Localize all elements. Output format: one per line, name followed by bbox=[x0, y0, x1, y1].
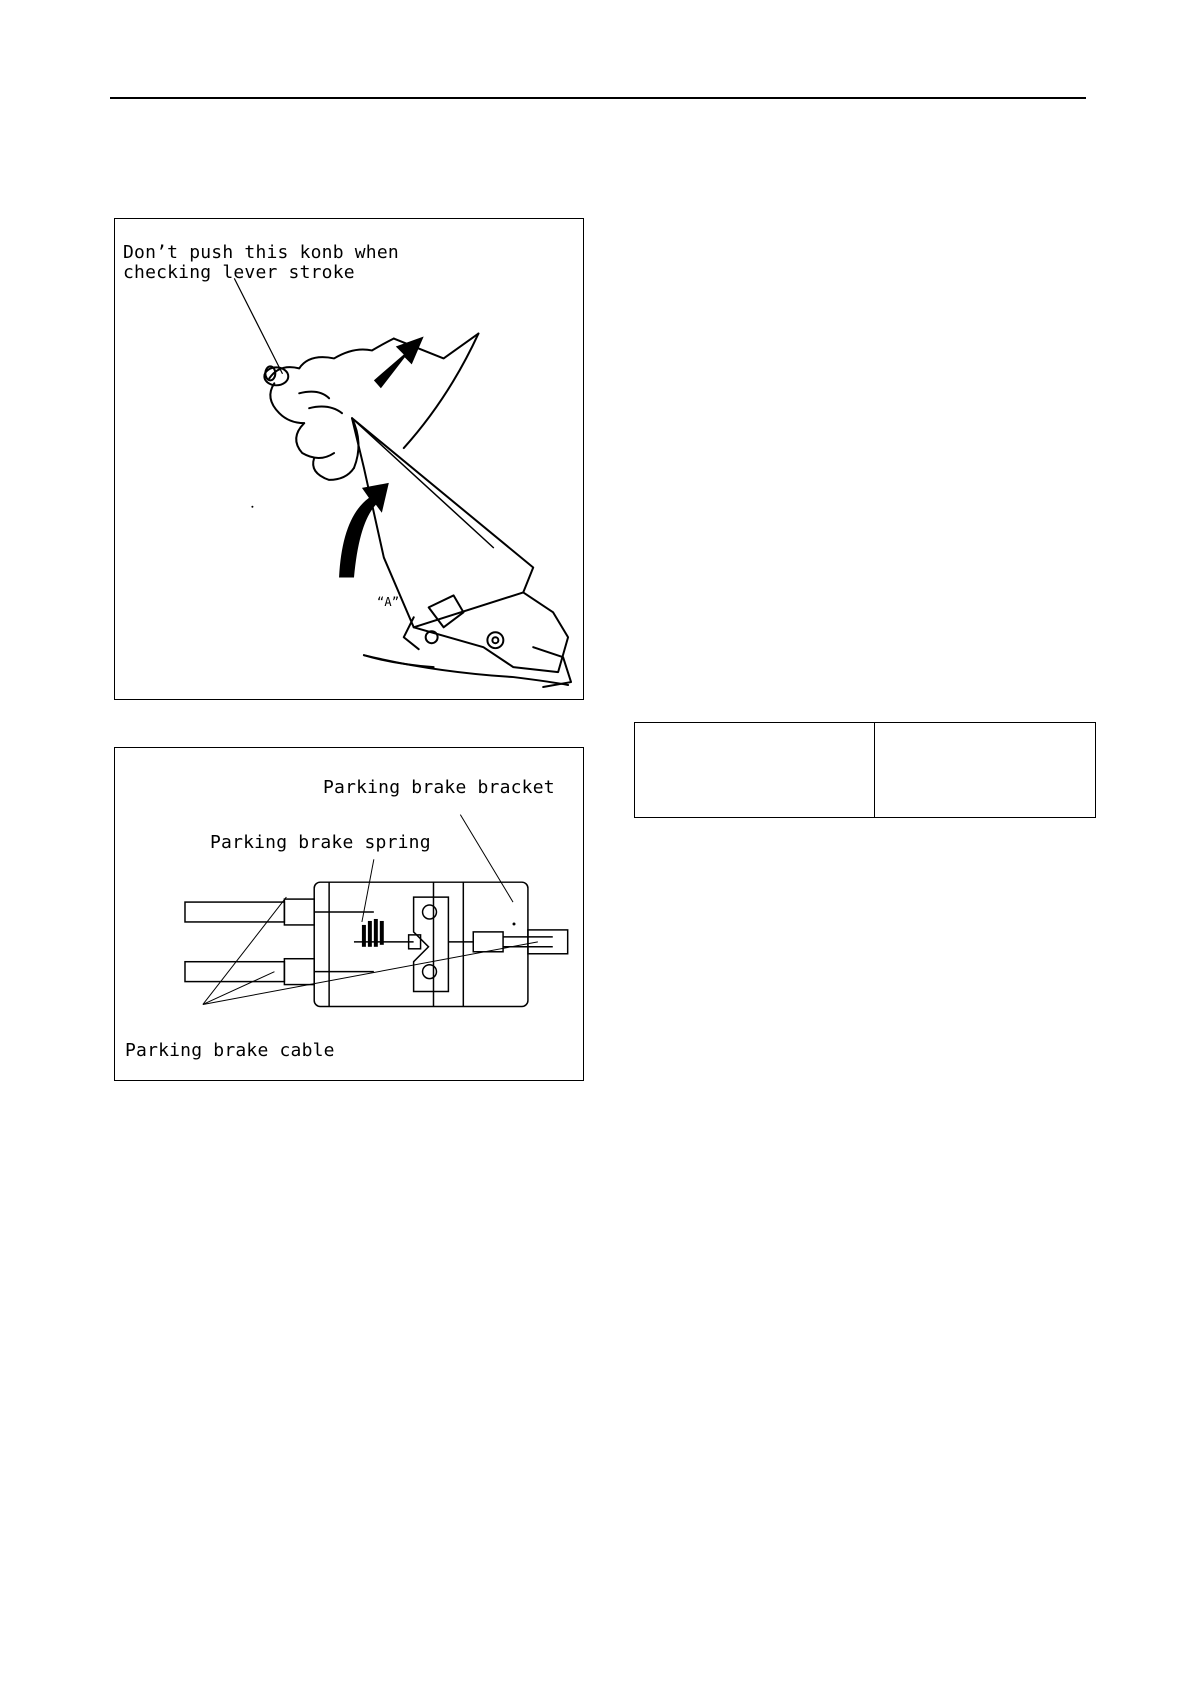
spec-table bbox=[634, 722, 1096, 818]
direction-arrows bbox=[339, 337, 424, 578]
label-brake-spring: Parking brake spring bbox=[210, 832, 431, 853]
label-brake-cable: Parking brake cable bbox=[125, 1040, 335, 1061]
table-row bbox=[635, 723, 1096, 818]
curved-arrow-icon bbox=[339, 483, 389, 578]
brake-spring-graphic bbox=[362, 919, 384, 947]
table-cell bbox=[875, 723, 1096, 818]
lower-cable-sheath bbox=[185, 962, 284, 982]
callout-line-2: checking lever stroke bbox=[123, 262, 355, 283]
callout-leader-line bbox=[234, 279, 282, 374]
table-cell bbox=[635, 723, 875, 818]
lever-stroke-figure bbox=[114, 218, 584, 700]
lever-illustration bbox=[115, 219, 583, 699]
header-rule bbox=[110, 97, 1086, 99]
label-brake-bracket: Parking brake bracket bbox=[323, 777, 555, 798]
marker-a: “A” bbox=[377, 595, 400, 609]
callout-line-1: Don’t push this konb when bbox=[123, 242, 399, 263]
brake-cable-diagram bbox=[114, 747, 584, 1081]
